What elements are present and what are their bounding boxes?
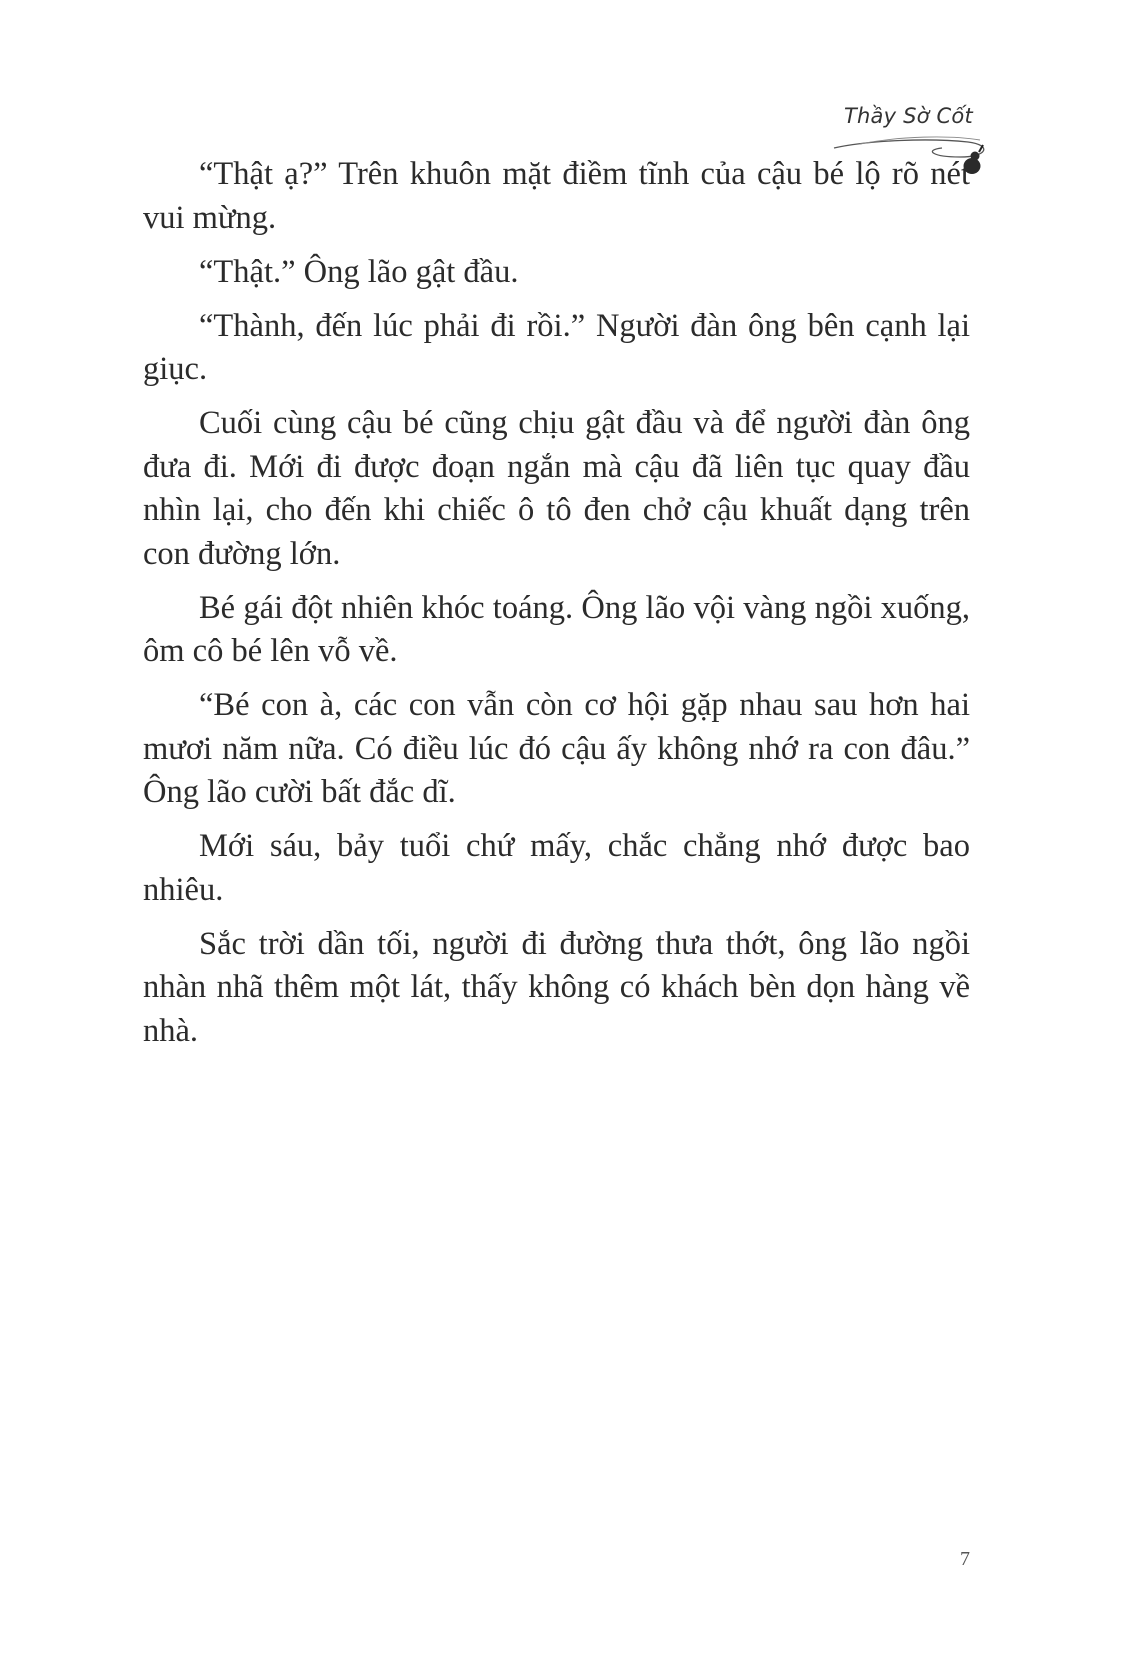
paragraph: “Thật ạ?” Trên khuôn mặt điềm tĩnh của cậu bé lộ rõ nét vui mừng. [143, 156, 970, 236]
body-text [143, 153, 970, 1064]
paragraph: “Bé con à, các con vẫn còn cơ hội gặp nhau sau hơn hai mươi năm nữa. Có điều lúc đó cậu ấy không nhớ ra con đâu.” Ông lão cười bất đắc dĩ. [143, 687, 970, 810]
page-number: 7 [960, 1548, 970, 1570]
paragraph: Cuối cùng cậu bé cũng chịu gật đầu và để người đàn ông đưa đi. Mới đi được đoạn ngắn mà cậu đã liên tục quay đầu nhìn lại, cho đến khi chiếc ô tô đen chở cậu khuất dạng trên con đường lớn. [143, 405, 970, 572]
paragraph: “Thành, đến lúc phải đi rồi.” Người đàn ông bên cạnh lại giục. [143, 307, 970, 387]
paragraph: Sắc trời dần tối, người đi đường thưa thớt, ông lão ngồi nhàn nhã thêm một lát, thấy không có khách bèn dọn hàng về nhà. [143, 925, 970, 1049]
running-header-title: Thầy Sờ Cốt [844, 104, 973, 128]
paragraph: “Thật.” Ông lão gật đầu. [199, 253, 519, 290]
paragraph: Mới sáu, bảy tuổi chứ mấy, chắc chẳng nhớ được bao nhiêu. [143, 828, 970, 908]
paragraph: Bé gái đột nhiên khóc toáng. Ông lão vội vàng ngồi xuống, ôm cô bé lên vỗ về. [143, 589, 970, 669]
